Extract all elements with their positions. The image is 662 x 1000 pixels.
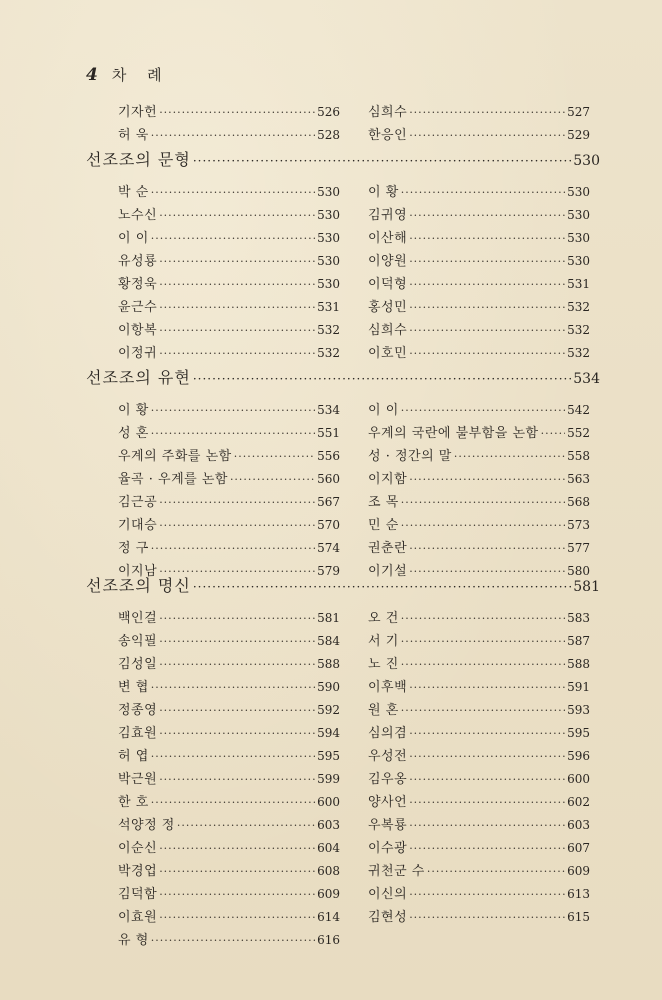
entry-name: 이호민	[368, 346, 408, 361]
toc-entry	[368, 540, 590, 557]
toc-entry	[118, 840, 340, 857]
dot-leader	[159, 518, 315, 534]
toc-entry	[118, 230, 340, 247]
entry-page: 558	[567, 449, 590, 463]
entry-page: 588	[317, 657, 340, 671]
dot-leader	[409, 680, 565, 696]
entry-page: 531	[567, 277, 590, 291]
entry-page: 551	[317, 426, 340, 440]
section-title: 선조조의 명신	[86, 576, 191, 595]
toc-entry	[368, 771, 590, 788]
dot-leader	[159, 611, 315, 627]
dot-leader	[159, 910, 315, 926]
entry-name: 김근공	[118, 495, 158, 510]
dot-leader	[409, 128, 565, 144]
entry-name: 정 구	[118, 541, 149, 556]
toc-entry	[118, 702, 340, 719]
entry-name: 이순신	[118, 841, 158, 856]
entry-page: 615	[567, 910, 590, 924]
dot-leader	[409, 254, 565, 270]
section-page: 530	[573, 153, 600, 169]
entry-page: 609	[567, 864, 590, 878]
entry-page: 530	[317, 254, 340, 268]
section-page: 534	[573, 371, 600, 387]
entry-page: 608	[317, 864, 340, 878]
toc-entry	[118, 610, 340, 627]
entry-page: 599	[317, 772, 340, 786]
entry-page: 542	[567, 403, 590, 417]
toc-entry	[118, 494, 340, 511]
entry-page: 532	[317, 323, 340, 337]
dot-leader	[159, 105, 315, 121]
toc-entry	[118, 127, 340, 144]
toc-entry	[368, 679, 590, 696]
entry-name: 이산해	[368, 231, 408, 246]
entry-page: 530	[567, 208, 590, 222]
entry-page: 592	[317, 703, 340, 717]
dot-leader	[409, 105, 565, 121]
dot-leader	[151, 541, 315, 557]
entry-name: 허 엽	[118, 749, 149, 764]
toc-entry	[118, 748, 340, 765]
entry-name: 김우옹	[368, 772, 408, 787]
toc-entry	[368, 276, 590, 293]
entry-page: 563	[567, 472, 590, 486]
dot-leader	[159, 864, 315, 880]
entry-name: 이 이	[118, 231, 149, 246]
entry-name: 오 건	[368, 611, 399, 626]
toc-entry	[368, 494, 590, 511]
toc-entry	[368, 345, 590, 362]
entry-name: 황정욱	[118, 277, 158, 292]
toc-entry	[118, 794, 340, 811]
toc-entry	[368, 322, 590, 339]
toc-entry	[118, 517, 340, 534]
entry-page: 574	[317, 541, 340, 555]
dot-leader	[159, 841, 315, 857]
entry-name: 이후백	[368, 680, 408, 695]
entry-page: 552	[567, 426, 590, 440]
toc-entry	[118, 207, 340, 224]
toc-entry	[368, 886, 590, 903]
dot-leader	[151, 128, 315, 144]
entry-page: 556	[317, 449, 340, 463]
dot-leader	[409, 231, 565, 247]
toc-entry	[118, 402, 340, 419]
entry-page: 596	[567, 749, 590, 763]
entry-name: 백인걸	[118, 611, 158, 626]
entry-name: 이지남	[118, 564, 158, 579]
toc-entry	[368, 725, 590, 742]
dot-leader	[177, 818, 315, 834]
entry-page: 530	[567, 254, 590, 268]
entry-page: 532	[567, 323, 590, 337]
entry-name: 우계의 국란에 불부함을 논함	[368, 426, 539, 441]
entry-name: 이수광	[368, 841, 408, 856]
dot-leader	[193, 577, 571, 597]
entry-page: 602	[567, 795, 590, 809]
toc-entry	[368, 794, 590, 811]
dot-leader	[401, 495, 565, 511]
toc-entry	[118, 184, 340, 201]
section-page: 581	[573, 579, 600, 595]
dot-leader	[230, 472, 315, 488]
dot-leader	[159, 277, 315, 293]
toc-entry	[368, 402, 590, 419]
entry-name: 김덕함	[118, 887, 158, 902]
dot-leader	[234, 449, 315, 465]
entry-name: 기자헌	[118, 105, 158, 120]
entry-page: 593	[567, 703, 590, 717]
entry-name: 조 목	[368, 495, 399, 510]
entry-name: 서 기	[368, 634, 399, 649]
dot-leader	[409, 795, 565, 811]
dot-leader	[401, 403, 565, 419]
entry-name: 율곡 · 우계를 논함	[118, 472, 228, 487]
entry-name: 양사언	[368, 795, 408, 810]
dot-leader	[454, 449, 565, 465]
dot-leader	[159, 887, 315, 903]
dot-leader	[159, 254, 315, 270]
entry-name: 허 욱	[118, 128, 149, 143]
entry-name: 민 순	[368, 518, 399, 533]
toc-entry	[118, 471, 340, 488]
entry-page: 532	[317, 346, 340, 360]
entry-page: 613	[567, 887, 590, 901]
entry-page: 584	[317, 634, 340, 648]
entry-page: 583	[567, 611, 590, 625]
toc-entry	[368, 817, 590, 834]
dot-leader	[159, 703, 315, 719]
dot-leader	[151, 426, 315, 442]
entry-page: 532	[567, 300, 590, 314]
entry-page: 577	[567, 541, 590, 555]
dot-leader	[409, 300, 565, 316]
dot-leader	[159, 300, 315, 316]
dot-leader	[401, 518, 565, 534]
toc-entry	[368, 656, 590, 673]
entry-page: 614	[317, 910, 340, 924]
toc-entry	[368, 517, 590, 534]
dot-leader	[151, 185, 315, 201]
entry-name: 박 순	[118, 185, 149, 200]
entry-name: 김성일	[118, 657, 158, 672]
entry-name: 이효원	[118, 910, 158, 925]
entry-name: 한응인	[368, 128, 408, 143]
entry-page: 567	[317, 495, 340, 509]
dot-leader	[151, 680, 315, 696]
toc-entry	[368, 471, 590, 488]
entry-page: 530	[317, 277, 340, 291]
entry-name: 이 황	[368, 185, 399, 200]
dot-leader	[401, 185, 565, 201]
dot-leader	[159, 346, 315, 362]
entry-page: 588	[567, 657, 590, 671]
entry-page: 527	[567, 105, 590, 119]
entry-name: 김귀영	[368, 208, 408, 223]
toc-entry	[368, 702, 590, 719]
dot-leader	[409, 887, 565, 903]
dot-leader	[151, 933, 315, 949]
toc-entry	[118, 322, 340, 339]
entry-page: 526	[317, 105, 340, 119]
dot-leader	[409, 910, 565, 926]
toc-entry	[368, 253, 590, 270]
entry-page: 603	[317, 818, 340, 832]
section-heading	[86, 368, 600, 389]
dot-leader	[409, 818, 565, 834]
toc-entry	[368, 230, 590, 247]
entry-name: 윤근수	[118, 300, 158, 315]
toc-entry	[118, 633, 340, 650]
dot-leader	[409, 472, 565, 488]
dot-leader	[409, 277, 565, 293]
section-heading	[86, 150, 600, 171]
entry-page: 580	[567, 564, 590, 578]
entry-name: 박경업	[118, 864, 158, 879]
entry-page: 530	[317, 208, 340, 222]
dot-leader	[427, 864, 565, 880]
entry-page: 531	[317, 300, 340, 314]
entry-page: 600	[567, 772, 590, 786]
dot-leader	[159, 657, 315, 673]
entry-name: 이 황	[118, 403, 149, 418]
toc-entry	[368, 909, 590, 926]
entry-name: 김효원	[118, 726, 158, 741]
entry-name: 심의겸	[368, 726, 408, 741]
toc-entry	[368, 840, 590, 857]
dot-leader	[541, 426, 566, 442]
dot-leader	[409, 772, 565, 788]
dot-leader	[151, 231, 315, 247]
toc-entry	[118, 679, 340, 696]
entry-name: 유성룡	[118, 254, 158, 269]
entry-name: 이기설	[368, 564, 408, 579]
entry-page: 590	[317, 680, 340, 694]
entry-name: 노수신	[118, 208, 158, 223]
entry-page: 616	[317, 933, 340, 947]
dot-leader	[409, 749, 565, 765]
entry-name: 권춘란	[368, 541, 408, 556]
entry-name: 유 형	[118, 933, 149, 948]
entry-name: 변 협	[118, 680, 149, 695]
entry-page: 530	[567, 231, 590, 245]
toc-entry	[118, 299, 340, 316]
toc-entry	[368, 863, 590, 880]
dot-leader	[193, 369, 571, 389]
entry-page: 530	[317, 185, 340, 199]
entry-page: 594	[317, 726, 340, 740]
toc-entry	[118, 253, 340, 270]
toc-entry	[118, 863, 340, 880]
entry-name: 정종영	[118, 703, 158, 718]
entry-name: 송익필	[118, 634, 158, 649]
dot-leader	[159, 323, 315, 339]
entry-name: 이양원	[368, 254, 408, 269]
dot-leader	[409, 726, 565, 742]
entry-page: 528	[317, 128, 340, 142]
entry-page: 609	[317, 887, 340, 901]
entry-name: 우계의 주화를 논함	[118, 449, 232, 464]
toc-entry	[368, 299, 590, 316]
toc-entry	[368, 748, 590, 765]
entry-name: 심희수	[368, 323, 408, 338]
toc-entry	[118, 886, 340, 903]
toc-entry	[118, 932, 340, 949]
dot-leader	[401, 611, 565, 627]
entry-page: 579	[317, 564, 340, 578]
toc-entry	[118, 276, 340, 293]
entry-name: 기대승	[118, 518, 158, 533]
entry-name: 이지함	[368, 472, 408, 487]
toc-entry	[118, 909, 340, 926]
toc-entry	[118, 656, 340, 673]
entry-page: 560	[317, 472, 340, 486]
dot-leader	[401, 703, 565, 719]
toc-entry	[118, 425, 340, 442]
dot-leader	[409, 541, 565, 557]
dot-leader	[409, 323, 565, 339]
section-title: 선조조의 유현	[86, 368, 191, 387]
entry-page: 595	[567, 726, 590, 740]
dot-leader	[409, 208, 565, 224]
dot-leader	[159, 634, 315, 650]
dot-leader	[151, 795, 315, 811]
entry-name: 홍성민	[368, 300, 408, 315]
entry-page: 573	[567, 518, 590, 532]
toc-entry	[118, 104, 340, 121]
section-title: 선조조의 문형	[86, 150, 191, 169]
entry-page: 603	[567, 818, 590, 832]
dot-leader	[409, 346, 565, 362]
entry-page: 595	[317, 749, 340, 763]
entry-page: 604	[317, 841, 340, 855]
entry-name: 심희수	[368, 105, 408, 120]
entry-name: 성 · 정간의 말	[368, 449, 452, 464]
entry-name: 노 진	[368, 657, 399, 672]
toc-entry	[368, 610, 590, 627]
entry-page: 529	[567, 128, 590, 142]
dot-leader	[193, 151, 571, 171]
entry-page: 600	[317, 795, 340, 809]
entry-name: 이 이	[368, 403, 399, 418]
entry-name: 김현성	[368, 910, 408, 925]
toc-entry	[368, 104, 590, 121]
dot-leader	[409, 841, 565, 857]
entry-page: 591	[567, 680, 590, 694]
dot-leader	[159, 208, 315, 224]
dot-leader	[401, 657, 565, 673]
page-number: 4	[86, 65, 98, 85]
toc-entry	[368, 184, 590, 201]
entry-page: 607	[567, 841, 590, 855]
toc-entry	[368, 448, 590, 465]
dot-leader	[159, 772, 315, 788]
entry-name: 한 호	[118, 795, 149, 810]
entry-name: 귀천군 수	[368, 864, 425, 879]
toc-entry	[118, 345, 340, 362]
entry-name: 이항복	[118, 323, 158, 338]
entry-page: 534	[317, 403, 340, 417]
entry-page: 530	[317, 231, 340, 245]
section-heading	[86, 576, 600, 597]
entry-name: 이신의	[368, 887, 408, 902]
dot-leader	[159, 495, 315, 511]
entry-page: 587	[567, 634, 590, 648]
toc-entry	[118, 448, 340, 465]
dot-leader	[151, 749, 315, 765]
toc-entry	[368, 633, 590, 650]
entry-name: 이덕형	[368, 277, 408, 292]
entry-page: 532	[567, 346, 590, 360]
toc-entry	[118, 540, 340, 557]
header-title: 차 례	[111, 66, 170, 84]
dot-leader	[159, 726, 315, 742]
entry-name: 원 혼	[368, 703, 399, 718]
entry-name: 우성전	[368, 749, 408, 764]
toc-entry	[118, 771, 340, 788]
entry-page: 570	[317, 518, 340, 532]
toc-entry	[118, 817, 340, 834]
toc-entry	[368, 127, 590, 144]
entry-name: 석양정 정	[118, 818, 175, 833]
toc-entry	[368, 207, 590, 224]
dot-leader	[151, 403, 315, 419]
entry-name: 성 혼	[118, 426, 149, 441]
toc-entry	[118, 725, 340, 742]
entry-name: 우복룡	[368, 818, 408, 833]
toc-entry	[368, 425, 590, 442]
entry-page: 530	[567, 185, 590, 199]
entry-name: 박근원	[118, 772, 158, 787]
entry-page: 568	[567, 495, 590, 509]
entry-page: 581	[317, 611, 340, 625]
entry-name: 이정귀	[118, 346, 158, 361]
dot-leader	[401, 634, 565, 650]
